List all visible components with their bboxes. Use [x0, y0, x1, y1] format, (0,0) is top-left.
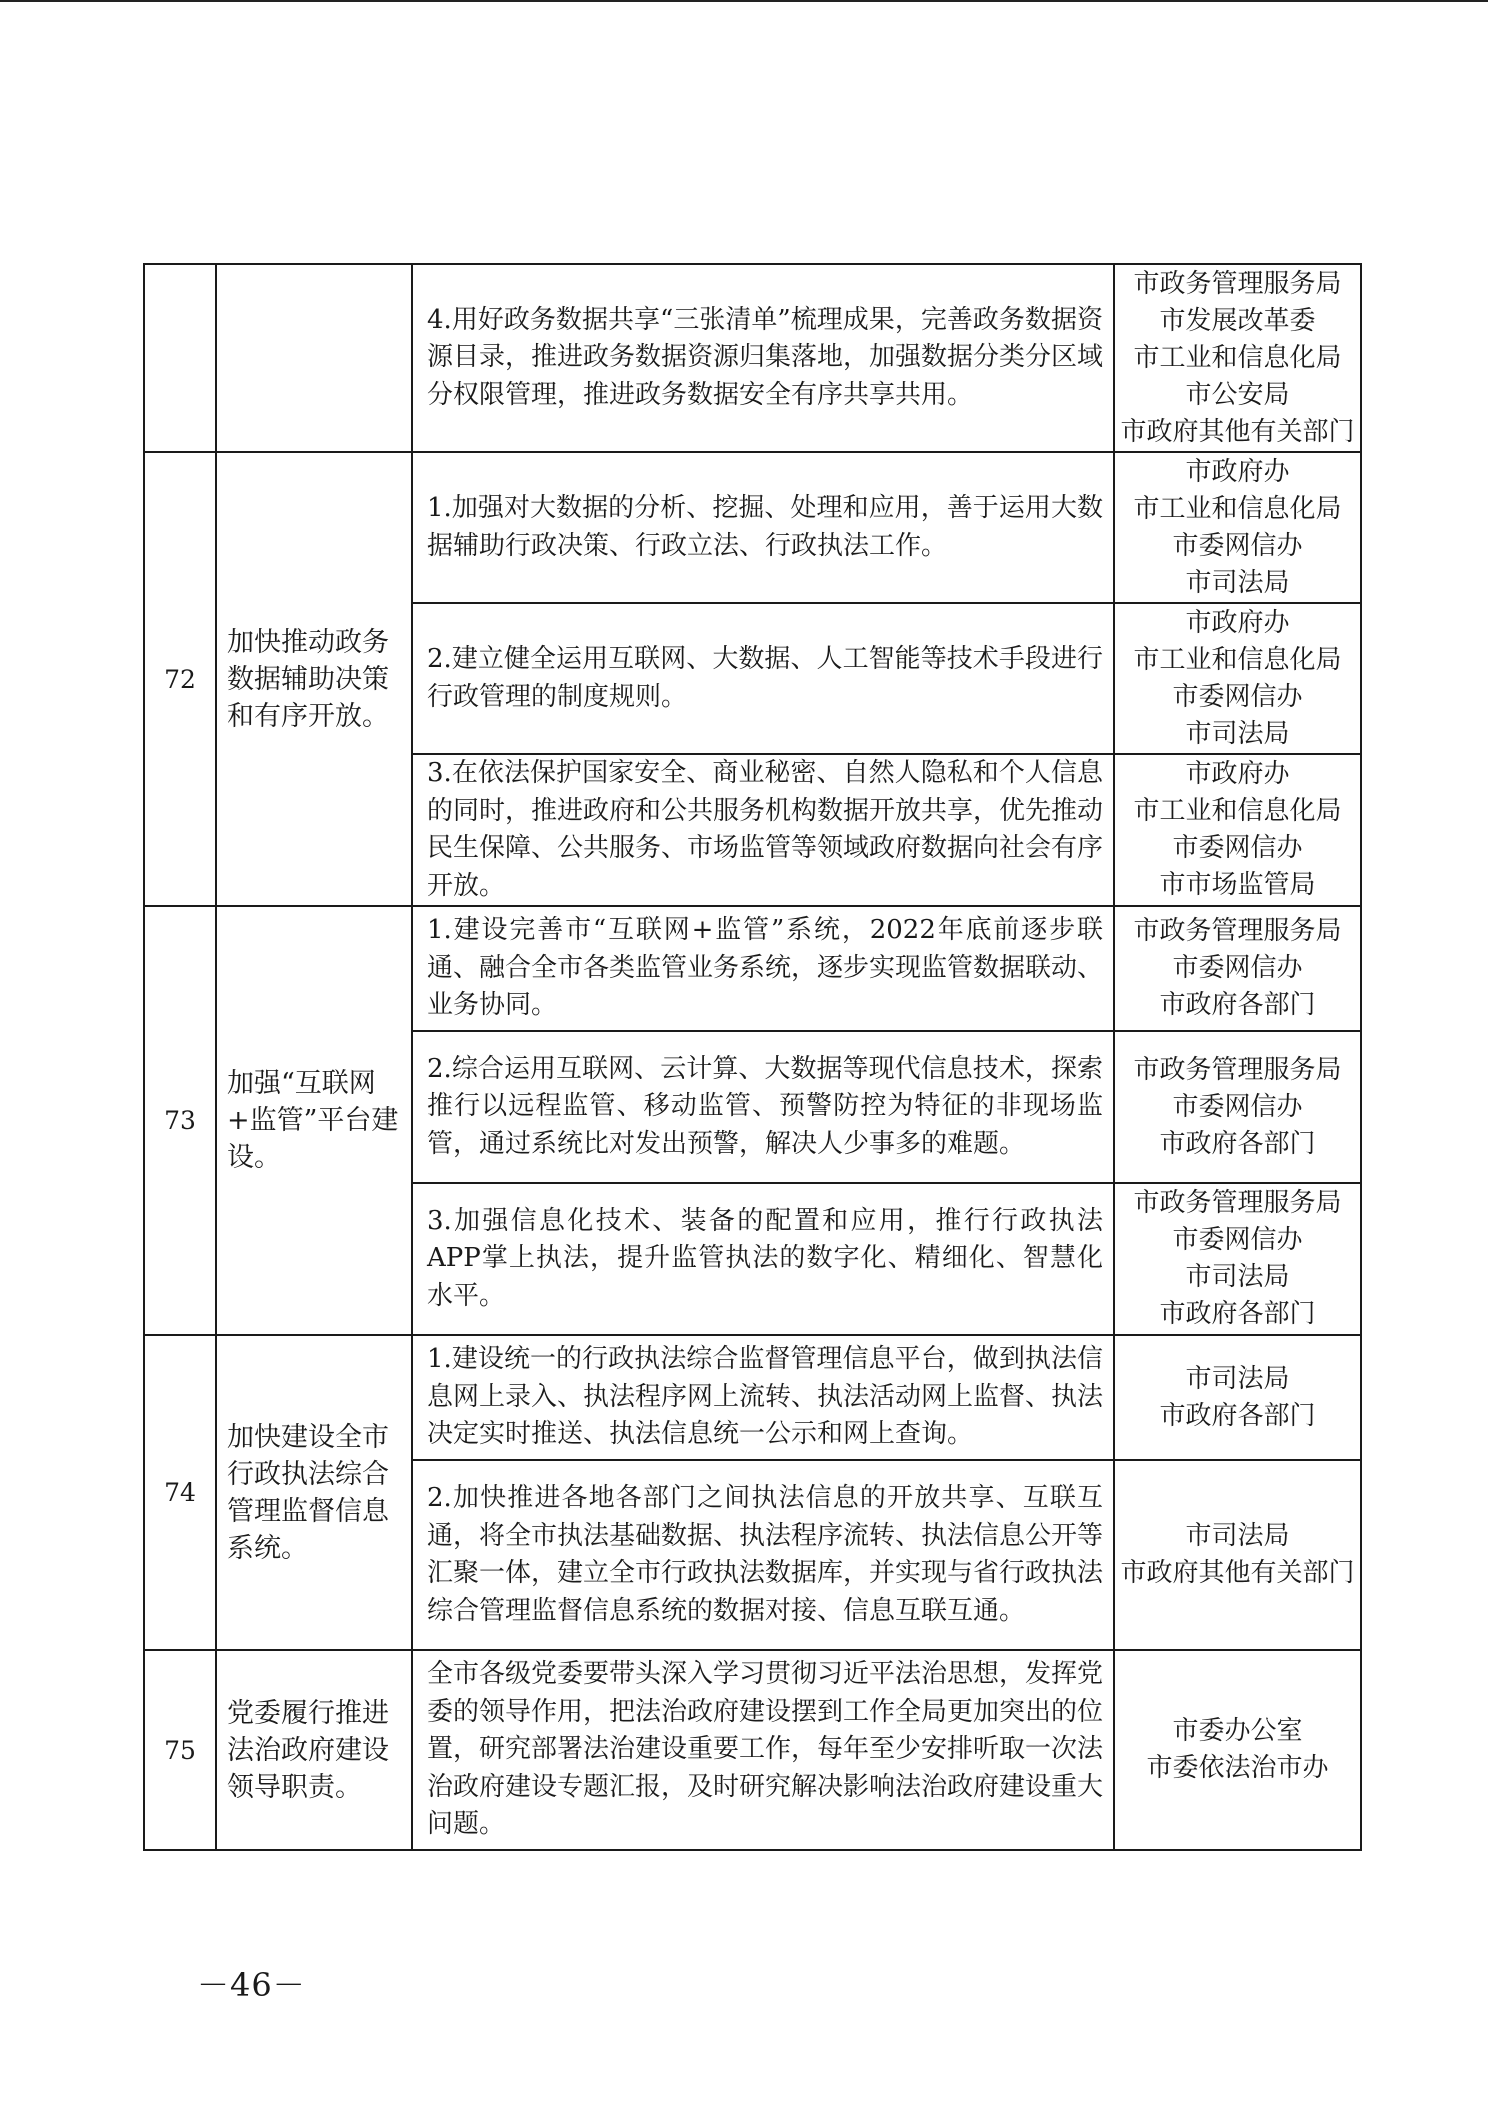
dept-name: 市委网信办: [1172, 833, 1303, 863]
dept-name: 市政府各部门: [1159, 1299, 1316, 1329]
dept-name: 市政府各部门: [1159, 1128, 1316, 1159]
dept-name: 市政务管理服务局: [1133, 1054, 1342, 1085]
task-cell: 2.建立健全运用互联网、大数据、人工智能等技术手段进行行政管理的制度规则。: [412, 603, 1114, 754]
dept-name: 市政府办: [1185, 607, 1290, 638]
dept-name: 市工业和信息化局: [1133, 796, 1342, 826]
dept-name: 市司法局: [1185, 1521, 1290, 1551]
dept-cell: [1114, 906, 1361, 1031]
task-cell: 1.建设完善市“互联网+监管”系统，2022年底前逐步联通、融合全市各类监管业务系统，逐步实现监管数据联动、业务协同。: [412, 906, 1114, 1031]
dept-name: 市政府其他有关部门: [1120, 416, 1355, 447]
dept-name: 市工业和信息化局: [1133, 644, 1342, 675]
measure-cell: 加快建设全市行政执法综合管理监督信息系统。: [216, 1335, 412, 1650]
dept-name: 市政府办: [1185, 456, 1290, 487]
table-row: [144, 1650, 1361, 1850]
dept-name: 市政府其他有关部门: [1120, 1558, 1355, 1588]
row-number: 74: [144, 1335, 216, 1650]
dept-name: 市政务管理服务局: [1133, 1188, 1342, 1218]
dept-name: 市委网信办: [1172, 1225, 1303, 1255]
measure-cell: 加快推动政务数据辅助决策和有序开放。: [216, 452, 412, 906]
task-cell: 1.加强对大数据的分析、挖掘、处理和应用，善于运用大数据辅助行政决策、行政立法、行政执法工作。: [412, 452, 1114, 603]
dept-name: 市政务管理服务局: [1133, 268, 1342, 299]
dept-name: 市委办公室: [1172, 1716, 1303, 1746]
row-number: 73: [144, 906, 216, 1335]
dept-name: 市司法局: [1185, 1363, 1290, 1394]
dept-name: 市发展改革委: [1159, 305, 1316, 336]
dept-name: 市政务管理服务局: [1133, 916, 1342, 946]
dept-cell: [1114, 1335, 1361, 1460]
row-number: 72: [144, 452, 216, 906]
measure-cell: 加强“互联网+监管”平台建设。: [216, 906, 412, 1335]
dept-name: 市市场监管局: [1159, 870, 1316, 900]
row-number: 75: [144, 1650, 216, 1850]
row-number: [144, 264, 216, 452]
dept-name: 市工业和信息化局: [1133, 493, 1342, 524]
dept-cell: [1114, 264, 1361, 452]
dept-name: 市委网信办: [1172, 530, 1303, 561]
dept-name: 市司法局: [1185, 718, 1290, 749]
dept-name: 市委网信办: [1172, 681, 1303, 712]
dept-cell: [1114, 1031, 1361, 1183]
dept-cell: [1114, 452, 1361, 603]
dept-name: 市政府各部门: [1159, 1400, 1316, 1431]
dept-name: 市委网信办: [1172, 1091, 1303, 1122]
page-number: －46－: [197, 1966, 306, 2004]
table-row: [144, 264, 1361, 452]
dept-name: 市委依法治市办: [1146, 1753, 1329, 1783]
measure-cell: 党委履行推进法治政府建设领导职责。: [216, 1650, 412, 1850]
table-row: [144, 452, 1361, 603]
task-cell: 全市各级党委要带头深入学习贯彻习近平法治思想，发挥党委的领导作用，把法治政府建设摆到工作全局更加突出的位置，研究部署法治建设重要工作，每年至少安排听取一次法治政府建设专题汇报，及时研究解决影响法治政府建设重大问题。: [412, 1650, 1114, 1850]
measure-cell: [216, 264, 412, 452]
task-table: [143, 263, 1362, 1851]
dept-cell: [1114, 603, 1361, 754]
dept-cell: [1114, 1650, 1361, 1850]
task-cell: 3.加强信息化技术、装备的配置和应用，推行行政执法APP掌上执法，提升监管执法的数字化、精细化、智慧化水平。: [412, 1183, 1114, 1335]
dept-name: 市政府各部门: [1159, 990, 1316, 1020]
table-row: [144, 1335, 1361, 1460]
dept-name: 市司法局: [1185, 1262, 1290, 1292]
top-border-line: [0, 0, 1488, 2]
task-cell: 3.在依法保护国家安全、商业秘密、自然人隐私和个人信息的同时，推进政府和公共服务机构数据开放共享，优先推动民生保障、公共服务、市场监管等领域政府数据向社会有序开放。: [412, 754, 1114, 906]
task-cell: 2.加快推进各地各部门之间执法信息的开放共享、互联互通，将全市执法基础数据、执法程序流转、执法信息公开等汇聚一体，建立全市行政执法数据库，并实现与省行政执法综合管理监督信息系统的数据对接、信息互联互通。: [412, 1460, 1114, 1650]
dept-cell: [1114, 1183, 1361, 1335]
dept-name: 市工业和信息化局: [1133, 342, 1342, 373]
task-cell: 2.综合运用互联网、云计算、大数据等现代信息技术，探索推行以远程监管、移动监管、预警防控为特征的非现场监管，通过系统比对发出预警，解决人少事多的难题。: [412, 1031, 1114, 1183]
dept-name: 市政府办: [1185, 759, 1290, 789]
table-row: [144, 906, 1361, 1031]
dept-cell: [1114, 1460, 1361, 1650]
task-cell: 1.建设统一的行政执法综合监督管理信息平台，做到执法信息网上录入、执法程序网上流转、执法活动网上监督、执法决定实时推送、执法信息统一公示和网上查询。: [412, 1335, 1114, 1460]
dept-name: 市公安局: [1185, 379, 1290, 410]
dept-name: 市司法局: [1185, 567, 1290, 598]
task-cell: 4.用好政务数据共享“三张清单”梳理成果，完善政务数据资源目录，推进政务数据资源归集落地，加强数据分类分区域分权限管理，推进政务数据安全有序共享共用。: [412, 264, 1114, 452]
dept-cell: [1114, 754, 1361, 906]
dept-name: 市委网信办: [1172, 953, 1303, 983]
